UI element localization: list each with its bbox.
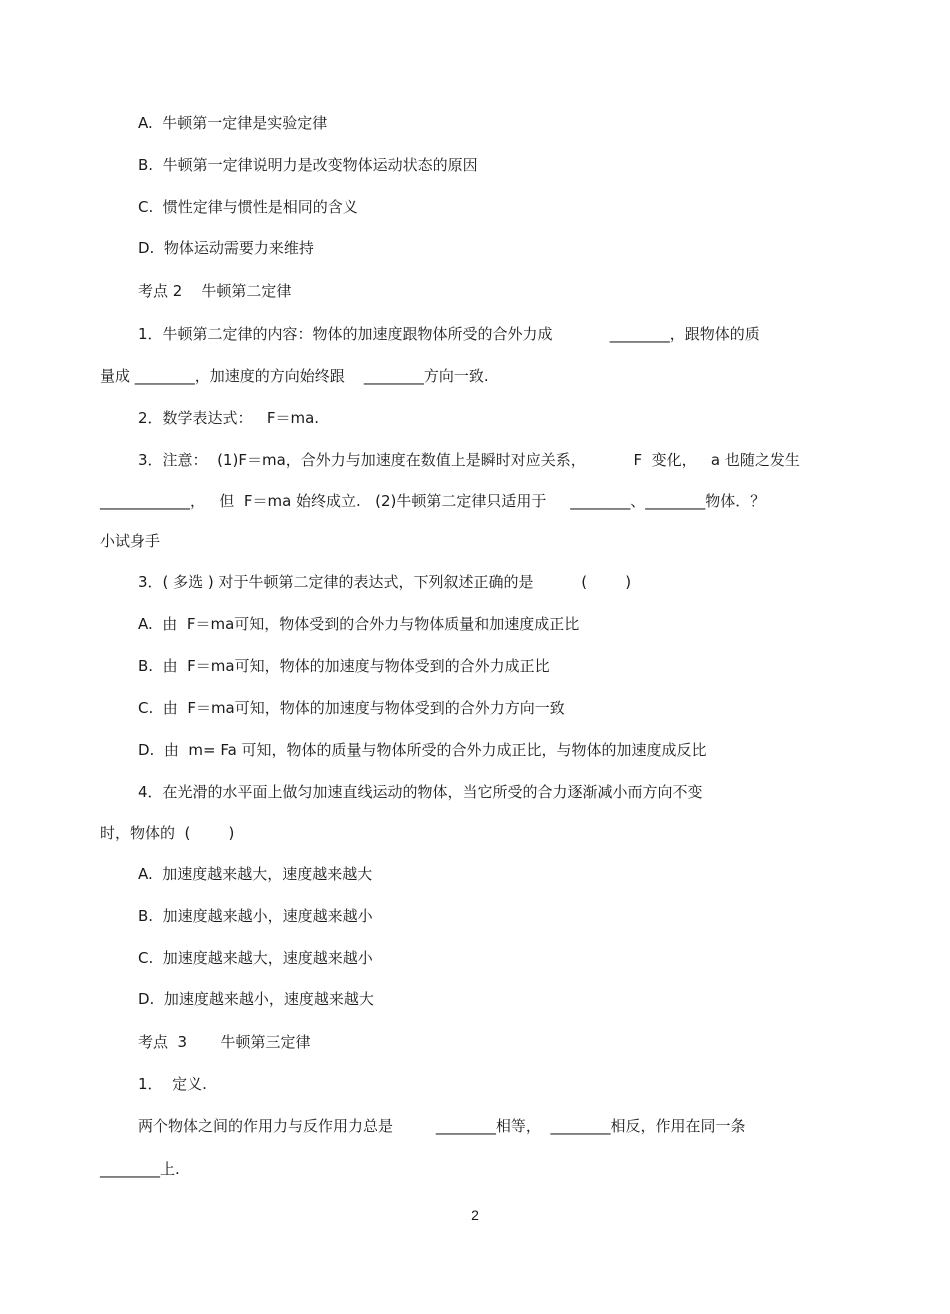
paragraph-line: 2．数学表达式： F＝ma. — [138, 409, 320, 427]
paragraph-line: 1．牛顿第二定律的内容：物体的加速度跟物体所受的合外力成 ________，跟物体的质 — [138, 325, 760, 343]
option-c-q3: C. 由 F＝ma可知，物体的加速度与物体受到的合外力方向一致 — [138, 699, 565, 717]
paragraph-line: ____________， 但 F＝ma 始终成立. (2)牛顿第二定律只适用于 ________、________物体．？ — [100, 492, 766, 510]
subheading: 小试身手 — [100, 532, 161, 550]
paragraph-line: 3．注意： (1)F＝ma，合外力与加速度在数值上是瞬时对应关系， F 变化， a 也随之发生 — [138, 451, 800, 469]
question-4: 4．在光滑的水平面上做匀加速直线运动的物体，当它所受的合力逐渐减小而方向不变 — [138, 783, 703, 801]
option-d-q1: D. 物体运动需要力来维持 — [138, 239, 314, 257]
paragraph-line: 两个物体之间的作用力与反作用力总是 ________相等， ________相反，作用在同一条 — [138, 1117, 746, 1135]
question-3: 3．( 多选 ) 对于牛顿第二定律的表达式，下列叙述正确的是 ( ) — [138, 573, 632, 591]
paragraph-line: ________上. — [100, 1160, 180, 1178]
option-a-q3: A. 由 F＝ma可知，物体受到的合外力与物体质量和加速度成正比 — [138, 615, 580, 633]
section-heading-2: 考点 2 牛顿第二定律 — [138, 282, 292, 300]
option-b-q3: B. 由 F＝ma可知，物体的加速度与物体受到的合外力成正比 — [138, 657, 550, 675]
option-c-q1: C. 惯性定律与惯性是相同的含义 — [138, 198, 358, 216]
paragraph-line: 1． 定义. — [138, 1075, 207, 1093]
paragraph-line: 量成 ________，加速度的方向始终跟 ________方向一致. — [100, 367, 489, 385]
option-d-q3: D. 由 m= Fa 可知，物体的质量与物体所受的合外力成正比，与物体的加速度成反比 — [138, 741, 707, 759]
option-a-q4: A. 加速度越来越大，速度越来越大 — [138, 865, 373, 883]
option-a-q1: A. 牛顿第一定律是实验定律 — [138, 114, 328, 132]
option-b-q1: B. 牛顿第一定律说明力是改变物体运动状态的原因 — [138, 156, 478, 174]
option-d-q4: D. 加速度越来越小，速度越来越大 — [138, 990, 374, 1008]
section-heading-3: 考点 3 牛顿第三定律 — [138, 1033, 311, 1051]
page-number: 2 — [471, 1207, 479, 1223]
option-b-q4: B. 加速度越来越小，速度越来越小 — [138, 907, 373, 925]
question-4-cont: 时，物体的 ( ) — [100, 824, 235, 842]
option-c-q4: C. 加速度越来越大，速度越来越小 — [138, 949, 373, 967]
